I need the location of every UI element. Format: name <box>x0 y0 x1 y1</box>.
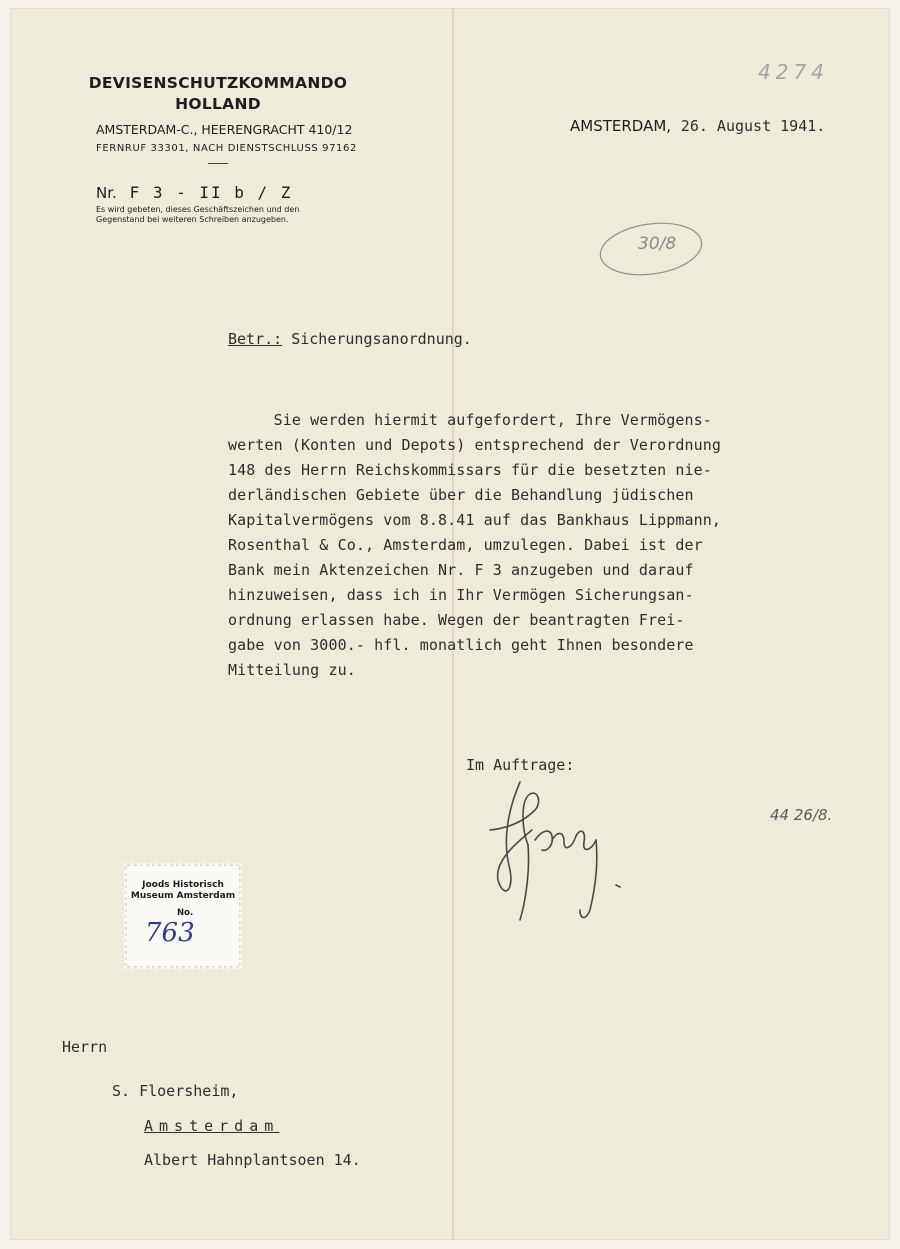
museum-stamp-name <box>127 880 239 902</box>
body-line: Kapitalvermögens vom 8.8.41 auf das Bankhaus Lippmann, <box>228 511 722 529</box>
letter-body <box>228 408 828 683</box>
margin-note: 44 26/8. <box>770 806 833 824</box>
body-line: 148 des Herrn Reichskommissars für die besetzten nie- <box>228 461 712 479</box>
reference-number <box>96 183 292 202</box>
letterhead-divider <box>208 163 228 164</box>
body-line: ordnung erlassen habe. Wegen der beantragten Frei- <box>228 611 685 629</box>
body-line: Rosenthal & Co., Amsterdam, umzulegen. Dabei ist der <box>228 536 703 554</box>
body-line: Sie werden hiermit aufgefordert, Ihre Vermögens- <box>228 411 712 429</box>
recipient-city: Amsterdam <box>144 1117 280 1135</box>
closing-phrase: Im Auftrage: <box>466 756 575 774</box>
body-line: derländischen Gebiete über die Behandlung jüdischen <box>228 486 694 504</box>
recipient-salutation: Herrn <box>62 1038 108 1056</box>
museum-stamp-no-label: No. <box>177 908 194 918</box>
subject-line <box>228 330 472 348</box>
letterhead-phone: FERNRUF 33301, NACH DIENSTSCHLUSS 97162 <box>96 143 357 154</box>
oval-note: 30/8 <box>638 234 677 254</box>
dateline <box>570 117 825 136</box>
body-line: Bank mein Aktenzeichen Nr. F 3 anzugeben und darauf <box>228 561 694 579</box>
letterhead-org-line1: DEVISENSCHUTZKOMMANDO <box>88 74 348 92</box>
body-line: hinzuweisen, dass ich in Ihr Vermögen Sicherungsan- <box>228 586 694 604</box>
reference-value: F 3 - II b / Z <box>129 183 293 202</box>
letterhead-address: AMSTERDAM-C., HEERENGRACHT 410/12 <box>96 122 353 137</box>
body-line: werten (Konten und Depots) entsprechend der Verordnung <box>228 436 722 454</box>
museum-stamp <box>127 866 239 966</box>
reference-hint-line1: Es wird gebeten, dieses Geschäftszeichen und den <box>96 205 300 214</box>
museum-stamp-line1: Joods Historisch <box>142 880 224 890</box>
letterhead-org-line2: HOLLAND <box>175 95 261 113</box>
signature <box>480 770 640 930</box>
reference-label: Nr. <box>96 184 117 202</box>
subject-text: Sicherungsanordnung. <box>291 330 472 348</box>
reference-hint <box>96 205 316 225</box>
recipient-street: Albert Hahnplantsoen 14. <box>144 1151 361 1169</box>
body-line: gabe von 3000.- hfl. monatlich geht Ihnen besondere <box>228 636 694 654</box>
dateline-date: 26. August 1941. <box>680 117 826 135</box>
reference-hint-line2: Gegenstand bei weiteren Schreiben anzugeben. <box>96 215 289 224</box>
body-line: Mitteilung zu. <box>228 661 356 679</box>
museum-stamp-number: 763 <box>145 918 195 948</box>
archive-number-note: 4274 <box>758 60 829 84</box>
museum-stamp-line2: Museum Amsterdam <box>130 891 236 901</box>
letterhead-org <box>88 73 348 115</box>
subject-label: Betr.: <box>228 330 283 348</box>
recipient-name: S. Floersheim, <box>112 1082 239 1100</box>
dateline-place: AMSTERDAM, <box>570 117 672 135</box>
